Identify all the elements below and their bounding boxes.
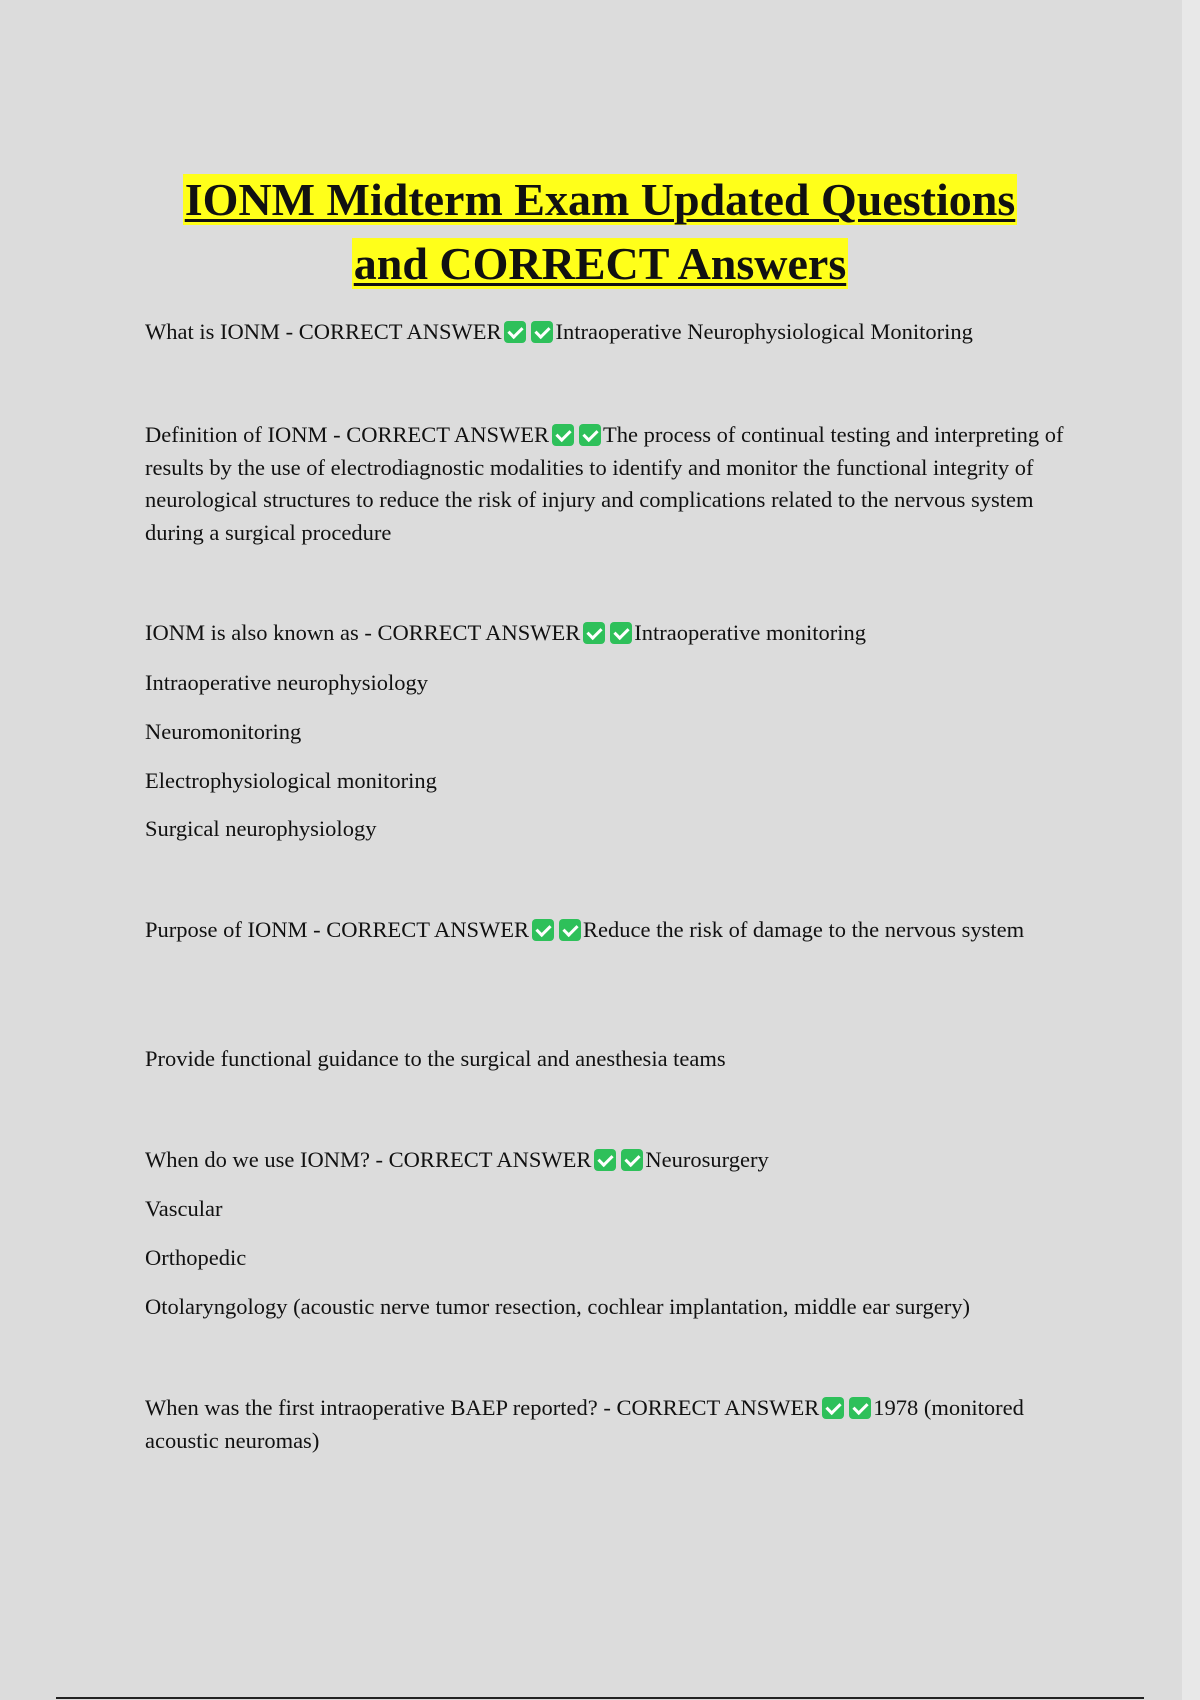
answer-text: Neurosurgery: [645, 1147, 769, 1172]
question-text: When do we use IONM? - CORRECT ANSWER: [145, 1147, 592, 1172]
check-icon: [531, 321, 553, 343]
check-icon: [610, 622, 632, 644]
check-icon: [621, 1149, 643, 1171]
check-icon: [504, 321, 526, 343]
list-item: Vascular: [145, 1196, 223, 1221]
check-icon: [559, 919, 581, 941]
answer-text: 1978 (monitored acoustic neuromas): [145, 1395, 1024, 1453]
check-icon: [532, 919, 554, 941]
answer-text: The process of continual testing and interpreting of results by the use of electrodiagnostic modalities to identify and monitor the functional integrity of neurological structures to reduce the risk of injury and complications related to the nervous system during a surgical procedure: [145, 422, 1064, 545]
question-text: Purpose of IONM - CORRECT ANSWER: [145, 917, 529, 942]
list-item: Otolaryngology (acoustic nerve tumor resection, cochlear implantation, middle ear surgery): [145, 1294, 970, 1319]
list-item: Surgical neurophysiology: [145, 816, 377, 841]
answer-text: Intraoperative Neurophysiological Monitoring: [555, 319, 973, 344]
title-line-1: IONM Midterm Exam Updated Questions: [184, 174, 1016, 225]
qa-item-5: [145, 1144, 1065, 1177]
check-icon: [822, 1397, 844, 1419]
qa-item-3: [145, 617, 1065, 650]
list-item: Intraoperative neurophysiology: [145, 670, 429, 695]
answer-text: Reduce the risk of damage to the nervous system: [582, 917, 1025, 942]
scrollbar[interactable]: [1182, 0, 1200, 1700]
paragraph: Provide functional guidance to the surgical and anesthesia teams: [145, 1046, 726, 1071]
question-text: When was the first intraoperative BAEP reported? - CORRECT ANSWER: [145, 1395, 820, 1420]
check-icon: [583, 622, 605, 644]
check-icon: [552, 424, 574, 446]
question-text: IONM is also known as - CORRECT ANSWER: [145, 620, 581, 645]
check-icon: [579, 424, 601, 446]
answer-text: Intraoperative monitoring: [634, 620, 867, 645]
qa-item-6: [145, 1392, 1065, 1457]
qa-item-1: [145, 316, 1065, 349]
check-icon: [594, 1149, 616, 1171]
question-text: Definition of IONM - CORRECT ANSWER: [145, 422, 549, 447]
question-text: What is IONM - CORRECT ANSWER: [145, 319, 502, 344]
list-item: Electrophysiological monitoring: [145, 768, 437, 793]
qa-item-4: [145, 914, 1065, 947]
title-line-2: and CORRECT Answers: [353, 238, 847, 289]
list-item: Orthopedic: [145, 1245, 247, 1270]
qa-item-2: [145, 419, 1065, 549]
list-item: Neuromonitoring: [145, 719, 302, 744]
check-icon: [849, 1397, 871, 1419]
page-title: [100, 168, 1100, 296]
page-divider: [56, 1697, 1144, 1699]
